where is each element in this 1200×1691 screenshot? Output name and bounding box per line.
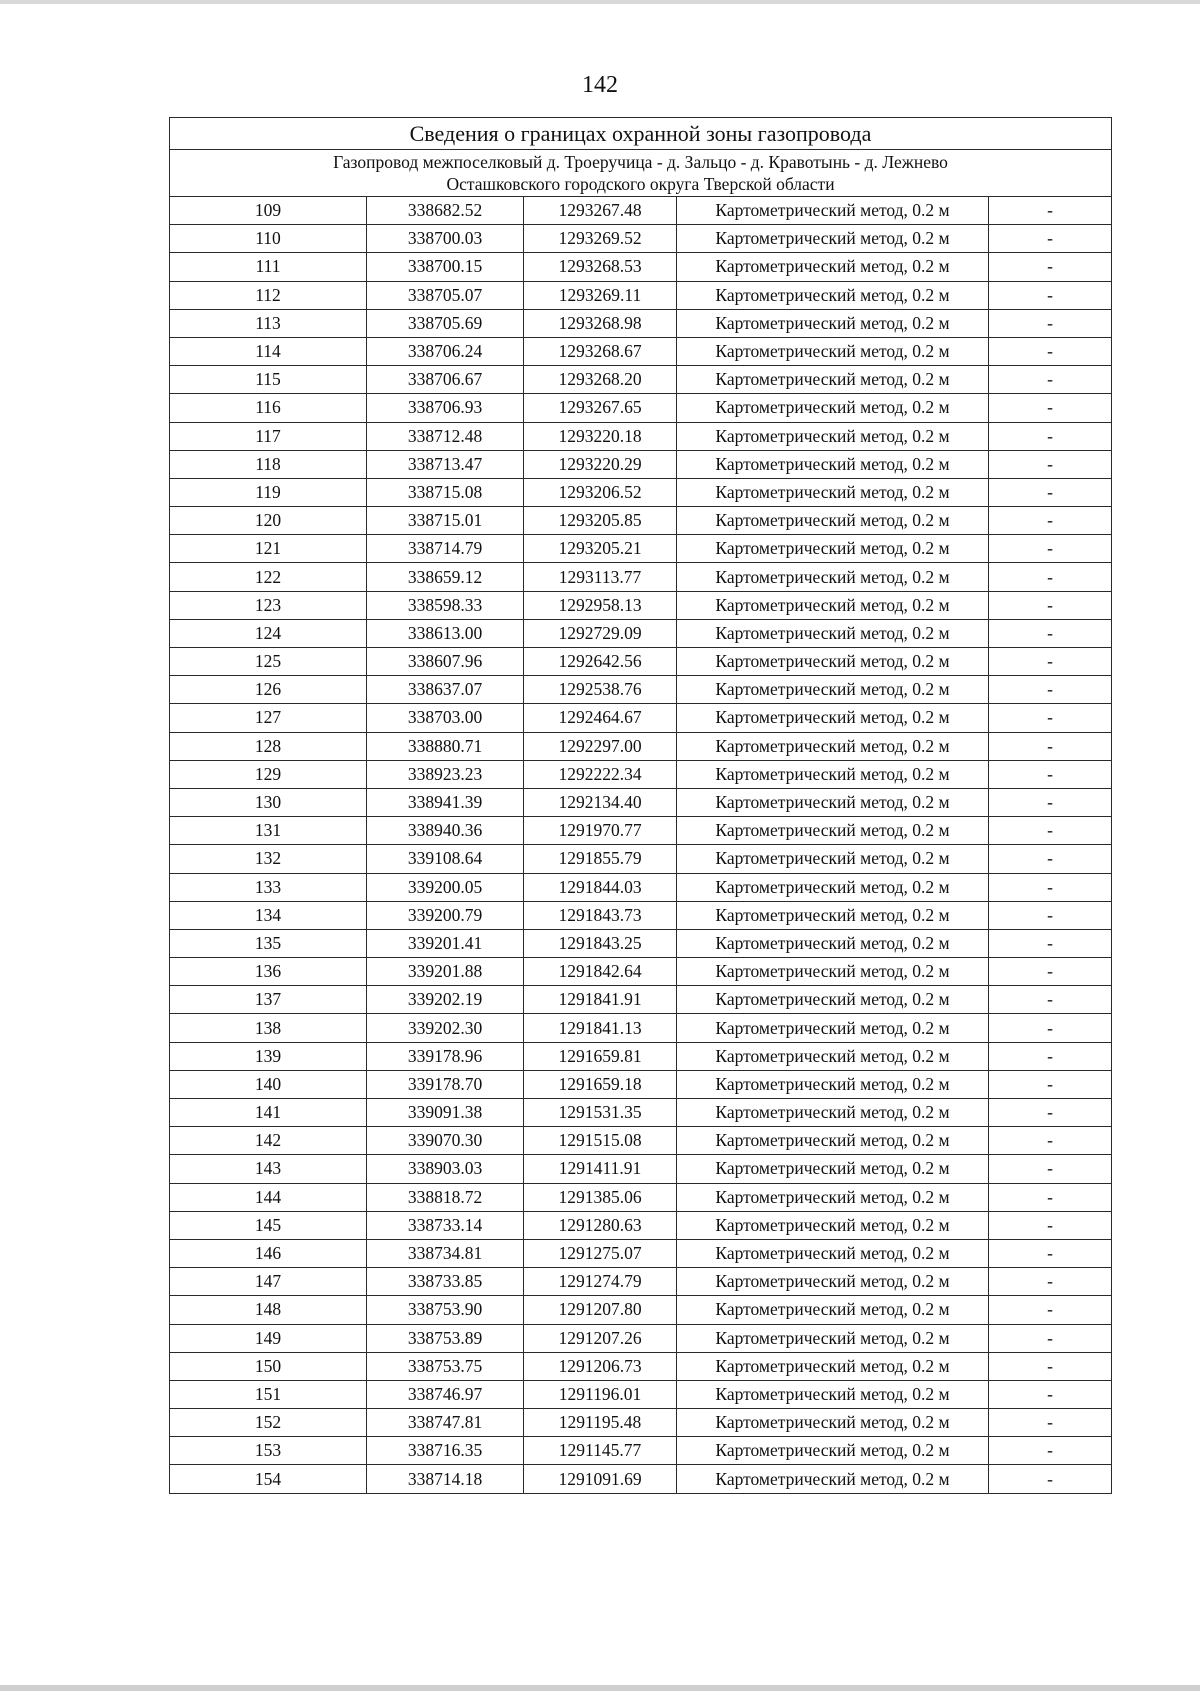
x-coordinate-cell: 338713.47 — [367, 450, 524, 478]
x-coordinate-cell: 338682.52 — [367, 197, 524, 225]
y-coordinate-cell: 1291385.06 — [524, 1183, 677, 1211]
x-coordinate-cell: 338941.39 — [367, 788, 524, 816]
point-number-cell: 110 — [170, 225, 367, 253]
table-row — [170, 1465, 1112, 1493]
table-row — [170, 337, 1112, 365]
method-cell: Картометрический метод, 0.2 м — [677, 337, 989, 365]
y-coordinate-cell: 1291275.07 — [524, 1239, 677, 1267]
y-coordinate-cell: 1293206.52 — [524, 478, 677, 506]
point-number-cell: 139 — [170, 1042, 367, 1070]
note-cell: - — [989, 197, 1112, 225]
point-number-cell: 117 — [170, 422, 367, 450]
note-cell: - — [989, 1352, 1112, 1380]
y-coordinate-cell: 1291970.77 — [524, 817, 677, 845]
point-number-cell: 123 — [170, 591, 367, 619]
x-coordinate-cell: 338637.07 — [367, 676, 524, 704]
y-coordinate-cell: 1293220.29 — [524, 450, 677, 478]
x-coordinate-cell: 338613.00 — [367, 619, 524, 647]
point-number-cell: 152 — [170, 1409, 367, 1437]
table-row — [170, 1183, 1112, 1211]
method-cell: Картометрический метод, 0.2 м — [677, 507, 989, 535]
table-row — [170, 1042, 1112, 1070]
x-coordinate-cell: 339200.05 — [367, 873, 524, 901]
table-row — [170, 1352, 1112, 1380]
table-row — [170, 478, 1112, 506]
method-cell: Картометрический метод, 0.2 м — [677, 873, 989, 901]
y-coordinate-cell: 1291280.63 — [524, 1211, 677, 1239]
x-coordinate-cell: 338700.03 — [367, 225, 524, 253]
y-coordinate-cell: 1291841.91 — [524, 986, 677, 1014]
method-cell: Картометрический метод, 0.2 м — [677, 1239, 989, 1267]
table-subtitle-row — [170, 150, 1112, 197]
point-number-cell: 124 — [170, 619, 367, 647]
note-cell: - — [989, 394, 1112, 422]
point-number-cell: 127 — [170, 704, 367, 732]
point-number-cell: 141 — [170, 1099, 367, 1127]
x-coordinate-cell: 338715.01 — [367, 507, 524, 535]
table-row — [170, 901, 1112, 929]
table-row — [170, 563, 1112, 591]
point-number-cell: 115 — [170, 366, 367, 394]
x-coordinate-cell: 338705.69 — [367, 309, 524, 337]
point-number-cell: 118 — [170, 450, 367, 478]
note-cell: - — [989, 422, 1112, 450]
table-row — [170, 1070, 1112, 1098]
method-cell: Картометрический метод, 0.2 м — [677, 281, 989, 309]
y-coordinate-cell: 1292642.56 — [524, 648, 677, 676]
note-cell: - — [989, 958, 1112, 986]
note-cell: - — [989, 986, 1112, 1014]
point-number-cell: 133 — [170, 873, 367, 901]
method-cell: Картометрический метод, 0.2 м — [677, 958, 989, 986]
point-number-cell: 151 — [170, 1380, 367, 1408]
table-row — [170, 422, 1112, 450]
note-cell: - — [989, 1296, 1112, 1324]
y-coordinate-cell: 1291207.26 — [524, 1324, 677, 1352]
note-cell: - — [989, 760, 1112, 788]
x-coordinate-cell: 338753.90 — [367, 1296, 524, 1324]
y-coordinate-cell: 1293113.77 — [524, 563, 677, 591]
method-cell: Картометрический метод, 0.2 м — [677, 1099, 989, 1127]
table-row — [170, 873, 1112, 901]
table-row — [170, 929, 1112, 957]
note-cell: - — [989, 507, 1112, 535]
note-cell: - — [989, 929, 1112, 957]
table-row — [170, 225, 1112, 253]
point-number-cell: 126 — [170, 676, 367, 704]
x-coordinate-cell: 338706.93 — [367, 394, 524, 422]
x-coordinate-cell: 338747.81 — [367, 1409, 524, 1437]
x-coordinate-cell: 338714.79 — [367, 535, 524, 563]
x-coordinate-cell: 338733.85 — [367, 1268, 524, 1296]
y-coordinate-cell: 1291207.80 — [524, 1296, 677, 1324]
x-coordinate-cell: 338607.96 — [367, 648, 524, 676]
note-cell: - — [989, 732, 1112, 760]
method-cell: Картометрический метод, 0.2 м — [677, 1268, 989, 1296]
note-cell: - — [989, 1465, 1112, 1493]
point-number-cell: 116 — [170, 394, 367, 422]
point-number-cell: 137 — [170, 986, 367, 1014]
table-row — [170, 1155, 1112, 1183]
table-row — [170, 281, 1112, 309]
table-row — [170, 507, 1112, 535]
x-coordinate-cell: 338716.35 — [367, 1437, 524, 1465]
table-row — [170, 394, 1112, 422]
note-cell: - — [989, 873, 1112, 901]
x-coordinate-cell: 338706.24 — [367, 337, 524, 365]
method-cell: Картометрический метод, 0.2 м — [677, 309, 989, 337]
x-coordinate-cell: 339201.41 — [367, 929, 524, 957]
point-number-cell: 113 — [170, 309, 367, 337]
method-cell: Картометрический метод, 0.2 м — [677, 535, 989, 563]
x-coordinate-cell: 338714.18 — [367, 1465, 524, 1493]
y-coordinate-cell: 1293267.65 — [524, 394, 677, 422]
point-number-cell: 129 — [170, 760, 367, 788]
x-coordinate-cell: 338700.15 — [367, 253, 524, 281]
y-coordinate-cell: 1293268.98 — [524, 309, 677, 337]
y-coordinate-cell: 1291842.64 — [524, 958, 677, 986]
method-cell: Картометрический метод, 0.2 м — [677, 732, 989, 760]
point-number-cell: 138 — [170, 1014, 367, 1042]
x-coordinate-cell: 338703.00 — [367, 704, 524, 732]
table-body — [170, 118, 1112, 1494]
point-number-cell: 114 — [170, 337, 367, 365]
y-coordinate-cell: 1293205.85 — [524, 507, 677, 535]
y-coordinate-cell: 1291659.81 — [524, 1042, 677, 1070]
x-coordinate-cell: 339108.64 — [367, 845, 524, 873]
method-cell: Картометрический метод, 0.2 м — [677, 197, 989, 225]
point-number-cell: 149 — [170, 1324, 367, 1352]
y-coordinate-cell: 1291515.08 — [524, 1127, 677, 1155]
note-cell: - — [989, 1042, 1112, 1070]
point-number-cell: 131 — [170, 817, 367, 845]
note-cell: - — [989, 478, 1112, 506]
method-cell: Картометрический метод, 0.2 м — [677, 619, 989, 647]
y-coordinate-cell: 1293220.18 — [524, 422, 677, 450]
method-cell: Картометрический метод, 0.2 м — [677, 1070, 989, 1098]
y-coordinate-cell: 1292297.00 — [524, 732, 677, 760]
point-number-cell: 145 — [170, 1211, 367, 1239]
y-coordinate-cell: 1291274.79 — [524, 1268, 677, 1296]
table-row — [170, 253, 1112, 281]
note-cell: - — [989, 281, 1112, 309]
y-coordinate-cell: 1291844.03 — [524, 873, 677, 901]
y-coordinate-cell: 1293205.21 — [524, 535, 677, 563]
note-cell: - — [989, 309, 1112, 337]
note-cell: - — [989, 1239, 1112, 1267]
method-cell: Картометрический метод, 0.2 м — [677, 394, 989, 422]
table-row — [170, 648, 1112, 676]
point-number-cell: 120 — [170, 507, 367, 535]
y-coordinate-cell: 1292958.13 — [524, 591, 677, 619]
y-coordinate-cell: 1292222.34 — [524, 760, 677, 788]
method-cell: Картометрический метод, 0.2 м — [677, 1211, 989, 1239]
table-row — [170, 986, 1112, 1014]
method-cell: Картометрический метод, 0.2 м — [677, 422, 989, 450]
note-cell: - — [989, 1380, 1112, 1408]
y-coordinate-cell: 1291843.73 — [524, 901, 677, 929]
note-cell: - — [989, 704, 1112, 732]
note-cell: - — [989, 1183, 1112, 1211]
y-coordinate-cell: 1291855.79 — [524, 845, 677, 873]
x-coordinate-cell: 339202.19 — [367, 986, 524, 1014]
note-cell: - — [989, 563, 1112, 591]
point-number-cell: 121 — [170, 535, 367, 563]
point-number-cell: 140 — [170, 1070, 367, 1098]
table-subtitle-line-2: Осташковского городского округа Тверской области — [446, 174, 835, 194]
note-cell: - — [989, 845, 1112, 873]
note-cell: - — [989, 1268, 1112, 1296]
table-row — [170, 1211, 1112, 1239]
table-row — [170, 676, 1112, 704]
note-cell: - — [989, 676, 1112, 704]
note-cell: - — [989, 1099, 1112, 1127]
point-number-cell: 128 — [170, 732, 367, 760]
table-row — [170, 845, 1112, 873]
method-cell: Картометрический метод, 0.2 м — [677, 760, 989, 788]
y-coordinate-cell: 1291841.13 — [524, 1014, 677, 1042]
method-cell: Картометрический метод, 0.2 м — [677, 1380, 989, 1408]
scan-edge-bottom — [0, 1685, 1200, 1691]
y-coordinate-cell: 1291206.73 — [524, 1352, 677, 1380]
note-cell: - — [989, 817, 1112, 845]
table-row — [170, 1380, 1112, 1408]
table-row — [170, 1296, 1112, 1324]
note-cell: - — [989, 1155, 1112, 1183]
method-cell: Картометрический метод, 0.2 м — [677, 1296, 989, 1324]
x-coordinate-cell: 338753.75 — [367, 1352, 524, 1380]
table-row — [170, 817, 1112, 845]
point-number-cell: 143 — [170, 1155, 367, 1183]
x-coordinate-cell: 338705.07 — [367, 281, 524, 309]
x-coordinate-cell: 338734.81 — [367, 1239, 524, 1267]
method-cell: Картометрический метод, 0.2 м — [677, 704, 989, 732]
method-cell: Картометрический метод, 0.2 м — [677, 563, 989, 591]
y-coordinate-cell: 1293269.52 — [524, 225, 677, 253]
page-number: 142 — [582, 72, 618, 98]
note-cell: - — [989, 253, 1112, 281]
y-coordinate-cell: 1292729.09 — [524, 619, 677, 647]
point-number-cell: 147 — [170, 1268, 367, 1296]
note-cell: - — [989, 901, 1112, 929]
y-coordinate-cell: 1293268.20 — [524, 366, 677, 394]
table-title: Сведения о границах охранной зоны газопровода — [170, 118, 1112, 150]
x-coordinate-cell: 338940.36 — [367, 817, 524, 845]
x-coordinate-cell: 339200.79 — [367, 901, 524, 929]
table-row — [170, 1409, 1112, 1437]
note-cell: - — [989, 1409, 1112, 1437]
table-subtitle-line-1: Газопровод межпоселковый д. Троеручица - д. Зальцо - д. Кравотынь - д. Лежнево — [333, 152, 948, 172]
note-cell: - — [989, 1127, 1112, 1155]
method-cell: Картометрический метод, 0.2 м — [677, 1465, 989, 1493]
x-coordinate-cell: 339178.70 — [367, 1070, 524, 1098]
x-coordinate-cell: 338903.03 — [367, 1155, 524, 1183]
y-coordinate-cell: 1291145.77 — [524, 1437, 677, 1465]
x-coordinate-cell: 338746.97 — [367, 1380, 524, 1408]
x-coordinate-cell: 338880.71 — [367, 732, 524, 760]
table-row — [170, 1127, 1112, 1155]
method-cell: Картометрический метод, 0.2 м — [677, 901, 989, 929]
table-row — [170, 450, 1112, 478]
method-cell: Картометрический метод, 0.2 м — [677, 788, 989, 816]
method-cell: Картометрический метод, 0.2 м — [677, 817, 989, 845]
method-cell: Картометрический метод, 0.2 м — [677, 1014, 989, 1042]
table-row — [170, 958, 1112, 986]
point-number-cell: 111 — [170, 253, 367, 281]
method-cell: Картометрический метод, 0.2 м — [677, 450, 989, 478]
point-number-cell: 154 — [170, 1465, 367, 1493]
method-cell: Картометрический метод, 0.2 м — [677, 1437, 989, 1465]
note-cell: - — [989, 337, 1112, 365]
method-cell: Картометрический метод, 0.2 м — [677, 1183, 989, 1211]
x-coordinate-cell: 338715.08 — [367, 478, 524, 506]
y-coordinate-cell: 1293268.53 — [524, 253, 677, 281]
note-cell: - — [989, 366, 1112, 394]
point-number-cell: 134 — [170, 901, 367, 929]
x-coordinate-cell: 338923.23 — [367, 760, 524, 788]
point-number-cell: 122 — [170, 563, 367, 591]
method-cell: Картометрический метод, 0.2 м — [677, 986, 989, 1014]
note-cell: - — [989, 1437, 1112, 1465]
method-cell: Картометрический метод, 0.2 м — [677, 1042, 989, 1070]
table-row — [170, 1239, 1112, 1267]
note-cell: - — [989, 591, 1112, 619]
point-number-cell: 148 — [170, 1296, 367, 1324]
point-number-cell: 109 — [170, 197, 367, 225]
method-cell: Картометрический метод, 0.2 м — [677, 1155, 989, 1183]
y-coordinate-cell: 1291659.18 — [524, 1070, 677, 1098]
x-coordinate-cell: 338659.12 — [367, 563, 524, 591]
x-coordinate-cell: 338706.67 — [367, 366, 524, 394]
x-coordinate-cell: 339070.30 — [367, 1127, 524, 1155]
method-cell: Картометрический метод, 0.2 м — [677, 1127, 989, 1155]
y-coordinate-cell: 1291531.35 — [524, 1099, 677, 1127]
method-cell: Картометрический метод, 0.2 м — [677, 676, 989, 704]
method-cell: Картометрический метод, 0.2 м — [677, 366, 989, 394]
note-cell: - — [989, 788, 1112, 816]
note-cell: - — [989, 1211, 1112, 1239]
x-coordinate-cell: 338818.72 — [367, 1183, 524, 1211]
note-cell: - — [989, 619, 1112, 647]
method-cell: Картометрический метод, 0.2 м — [677, 591, 989, 619]
y-coordinate-cell: 1291411.91 — [524, 1155, 677, 1183]
scan-edge-top — [0, 0, 1200, 4]
table-row — [170, 366, 1112, 394]
table-row — [170, 619, 1112, 647]
table-row — [170, 1324, 1112, 1352]
point-number-cell: 112 — [170, 281, 367, 309]
table-row — [170, 704, 1112, 732]
method-cell: Картометрический метод, 0.2 м — [677, 648, 989, 676]
point-number-cell: 125 — [170, 648, 367, 676]
table-row — [170, 535, 1112, 563]
y-coordinate-cell: 1293269.11 — [524, 281, 677, 309]
x-coordinate-cell: 339091.38 — [367, 1099, 524, 1127]
x-coordinate-cell: 339201.88 — [367, 958, 524, 986]
y-coordinate-cell: 1291195.48 — [524, 1409, 677, 1437]
table-row — [170, 760, 1112, 788]
y-coordinate-cell: 1292538.76 — [524, 676, 677, 704]
note-cell: - — [989, 225, 1112, 253]
method-cell: Картометрический метод, 0.2 м — [677, 253, 989, 281]
method-cell: Картометрический метод, 0.2 м — [677, 1324, 989, 1352]
table-row — [170, 309, 1112, 337]
boundary-table — [169, 117, 1112, 1494]
method-cell: Картометрический метод, 0.2 м — [677, 1409, 989, 1437]
method-cell: Картометрический метод, 0.2 м — [677, 478, 989, 506]
method-cell: Картометрический метод, 0.2 м — [677, 1352, 989, 1380]
point-number-cell: 144 — [170, 1183, 367, 1211]
point-number-cell: 130 — [170, 788, 367, 816]
x-coordinate-cell: 338598.33 — [367, 591, 524, 619]
note-cell: - — [989, 1324, 1112, 1352]
note-cell: - — [989, 1014, 1112, 1042]
y-coordinate-cell: 1292134.40 — [524, 788, 677, 816]
x-coordinate-cell: 338753.89 — [367, 1324, 524, 1352]
y-coordinate-cell: 1292464.67 — [524, 704, 677, 732]
table-row — [170, 1099, 1112, 1127]
table-row — [170, 591, 1112, 619]
point-number-cell: 153 — [170, 1437, 367, 1465]
y-coordinate-cell: 1291091.69 — [524, 1465, 677, 1493]
point-number-cell: 136 — [170, 958, 367, 986]
point-number-cell: 150 — [170, 1352, 367, 1380]
x-coordinate-cell: 339178.96 — [367, 1042, 524, 1070]
table-row — [170, 1014, 1112, 1042]
x-coordinate-cell: 339202.30 — [367, 1014, 524, 1042]
table-row — [170, 732, 1112, 760]
y-coordinate-cell: 1291196.01 — [524, 1380, 677, 1408]
point-number-cell: 142 — [170, 1127, 367, 1155]
note-cell: - — [989, 535, 1112, 563]
table-row — [170, 1437, 1112, 1465]
point-number-cell: 135 — [170, 929, 367, 957]
y-coordinate-cell: 1291843.25 — [524, 929, 677, 957]
method-cell: Картометрический метод, 0.2 м — [677, 225, 989, 253]
table-title-row — [170, 118, 1112, 150]
method-cell: Картометрический метод, 0.2 м — [677, 929, 989, 957]
note-cell: - — [989, 450, 1112, 478]
point-number-cell: 146 — [170, 1239, 367, 1267]
table-subtitle — [170, 150, 1112, 197]
table-row — [170, 197, 1112, 225]
table-row — [170, 788, 1112, 816]
method-cell: Картометрический метод, 0.2 м — [677, 845, 989, 873]
y-coordinate-cell: 1293267.48 — [524, 197, 677, 225]
table-row — [170, 1268, 1112, 1296]
y-coordinate-cell: 1293268.67 — [524, 337, 677, 365]
note-cell: - — [989, 648, 1112, 676]
point-number-cell: 119 — [170, 478, 367, 506]
point-number-cell: 132 — [170, 845, 367, 873]
note-cell: - — [989, 1070, 1112, 1098]
x-coordinate-cell: 338712.48 — [367, 422, 524, 450]
x-coordinate-cell: 338733.14 — [367, 1211, 524, 1239]
